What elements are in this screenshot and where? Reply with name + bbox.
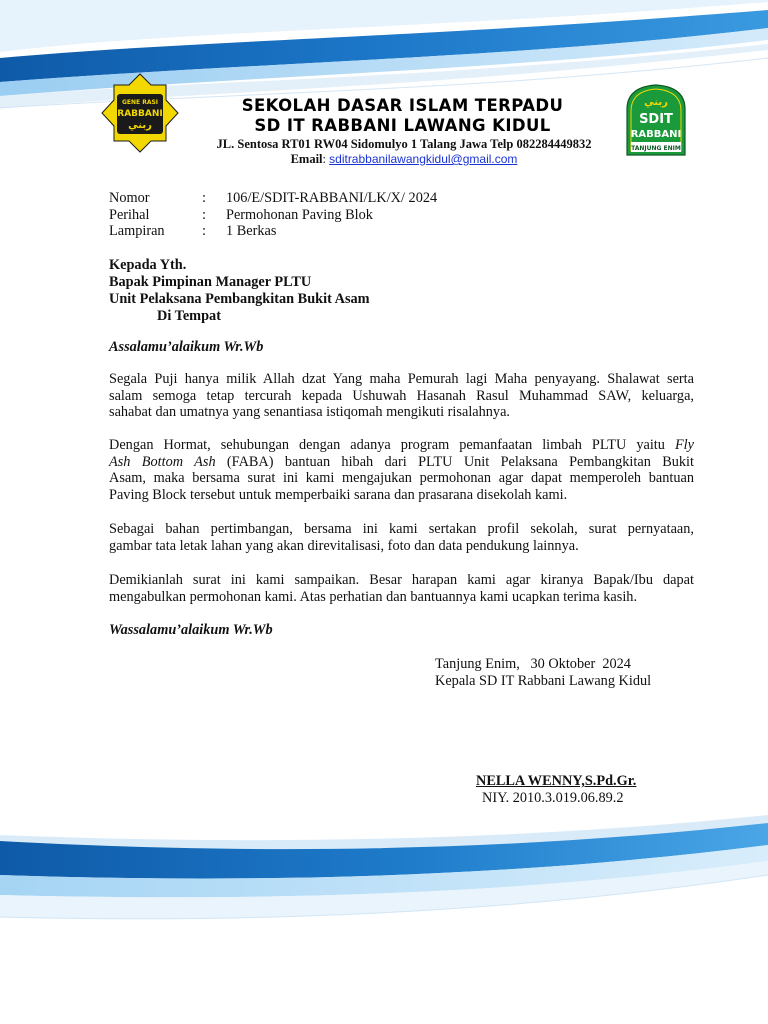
school-address: JL. Sentosa RT01 RW04 Sidomulyo 1 Talang Jawa Telp 082284449832 <box>216 137 592 151</box>
paragraph-line: salam semoga tetap tercurah kepada Ushuwah Hasanah Rasul Muhammad SAW, keluarga, <box>109 387 694 404</box>
footer-wave-decoration <box>0 805 768 965</box>
school-name-line2: SD IT RABBANI LAWANG KIDUL <box>254 116 551 135</box>
recipient-line4: Di Tempat <box>157 308 221 324</box>
meta-colon: : <box>202 223 206 239</box>
svg-text:RABBANI: RABBANI <box>117 109 163 119</box>
paragraph-line: sahabat dan umatnya yang senantiasa istiqomah mengikuti risalahnya. <box>109 404 510 421</box>
paragraph-text: Dengan Hormat, sehubungan dengan adanya program pemanfaatan limbah PLTU yaitu <box>109 437 665 453</box>
recipient-line2: Bapak Pimpinan Manager PLTU <box>109 274 312 290</box>
recipient-line1: Kepada Yth. <box>109 257 187 273</box>
school-email-line <box>188 152 620 167</box>
paragraph-line <box>109 437 694 454</box>
meta-colon: : <box>202 207 206 223</box>
paragraph-1 <box>109 371 694 421</box>
paragraph-italic-text: Fly <box>674 437 694 453</box>
svg-text:SDIT: SDIT <box>639 112 673 127</box>
place-date: Tanjung Enim, 30 Oktober 2024 <box>435 656 631 672</box>
svg-text:ربني: ربني <box>128 120 152 131</box>
signer-position: Kepala SD IT Rabbani Lawang Kidul <box>435 673 652 689</box>
closing-greeting: Wassalamu’alaikum Wr.Wb <box>109 622 273 638</box>
meta-key: Nomor <box>109 190 150 206</box>
email-label: Email <box>290 152 323 166</box>
paragraph-line: mengabulkan permohonan kami. Atas perhatian dan bantuannya kami ucapkan terima kasih. <box>109 588 638 605</box>
svg-text:RABBANI: RABBANI <box>630 129 682 140</box>
school-name-line1: SEKOLAH DASAR ISLAM TERPADU <box>241 96 564 115</box>
paragraph-line: Segala Puji hanya milik Allah dzat Yang maha Pemurah lagi Maha penyayang. Shalawat serta <box>109 371 694 387</box>
email-link[interactable]: sditrabbanilawangkidul@gmail.com <box>329 152 518 166</box>
paragraph-italic-text: Ash Bottom Ash <box>109 453 216 470</box>
paragraph-line: Sebagai bahan pertimbangan, bersama ini kami sertakan profil sekolah, surat pernyataan, <box>109 521 694 537</box>
paragraph-text: (FABA) bantuan hibah dari PLTU Unit Pelaksana Pembangkitan Bukit <box>215 453 694 470</box>
paragraph-line: gambar tata letak lahan yang akan direvitalisasi, foto dan data pendukung lainnya. <box>109 537 579 554</box>
paragraph-4 <box>109 572 694 605</box>
meta-key: Perihal <box>109 207 150 223</box>
meta-value: 106/E/SDIT-RABBANI/LK/X/ 2024 <box>226 190 438 206</box>
signer-name: NELLA WENNY,S.Pd.Gr. <box>476 773 637 789</box>
meta-colon: : <box>202 190 206 206</box>
opening-greeting: Assalamu’alaikum Wr.Wb <box>109 339 264 355</box>
paragraph-3 <box>109 521 694 554</box>
svg-text:GENE RASI: GENE RASI <box>121 99 159 106</box>
svg-text:TANJUNG ENIM: TANJUNG ENIM <box>631 145 681 152</box>
meta-key: Lampiran <box>109 223 165 239</box>
paragraph-line: Demikianlah surat ini kami sampaikan. Besar harapan kami agar kiranya Bapak/Ibu dapat <box>109 572 694 588</box>
meta-value: Permohonan Paving Blok <box>226 207 373 223</box>
paragraph-line <box>109 454 694 471</box>
svg-text:ربني: ربني <box>644 97 668 108</box>
paragraph-line: Asam, maka bersama surat ini kami mengajukan permohonan agar dapat memperoleh bantuan <box>109 470 694 487</box>
paragraph-line: Paving Block tersebut untuk memperbaiki sarana dan prasarana disekolah kami. <box>109 486 568 503</box>
signer-niy: NIY. 2010.3.019.06.89.2 <box>482 790 624 806</box>
recipient-line3: Unit Pelaksana Pembangkitan Bukit Asam <box>109 291 370 307</box>
email-separator: : <box>322 152 330 166</box>
school-foundation-logo <box>99 72 181 154</box>
sdit-rabbani-logo <box>623 83 689 159</box>
paragraph-2 <box>109 437 694 503</box>
meta-value: 1 Berkas <box>226 223 277 239</box>
